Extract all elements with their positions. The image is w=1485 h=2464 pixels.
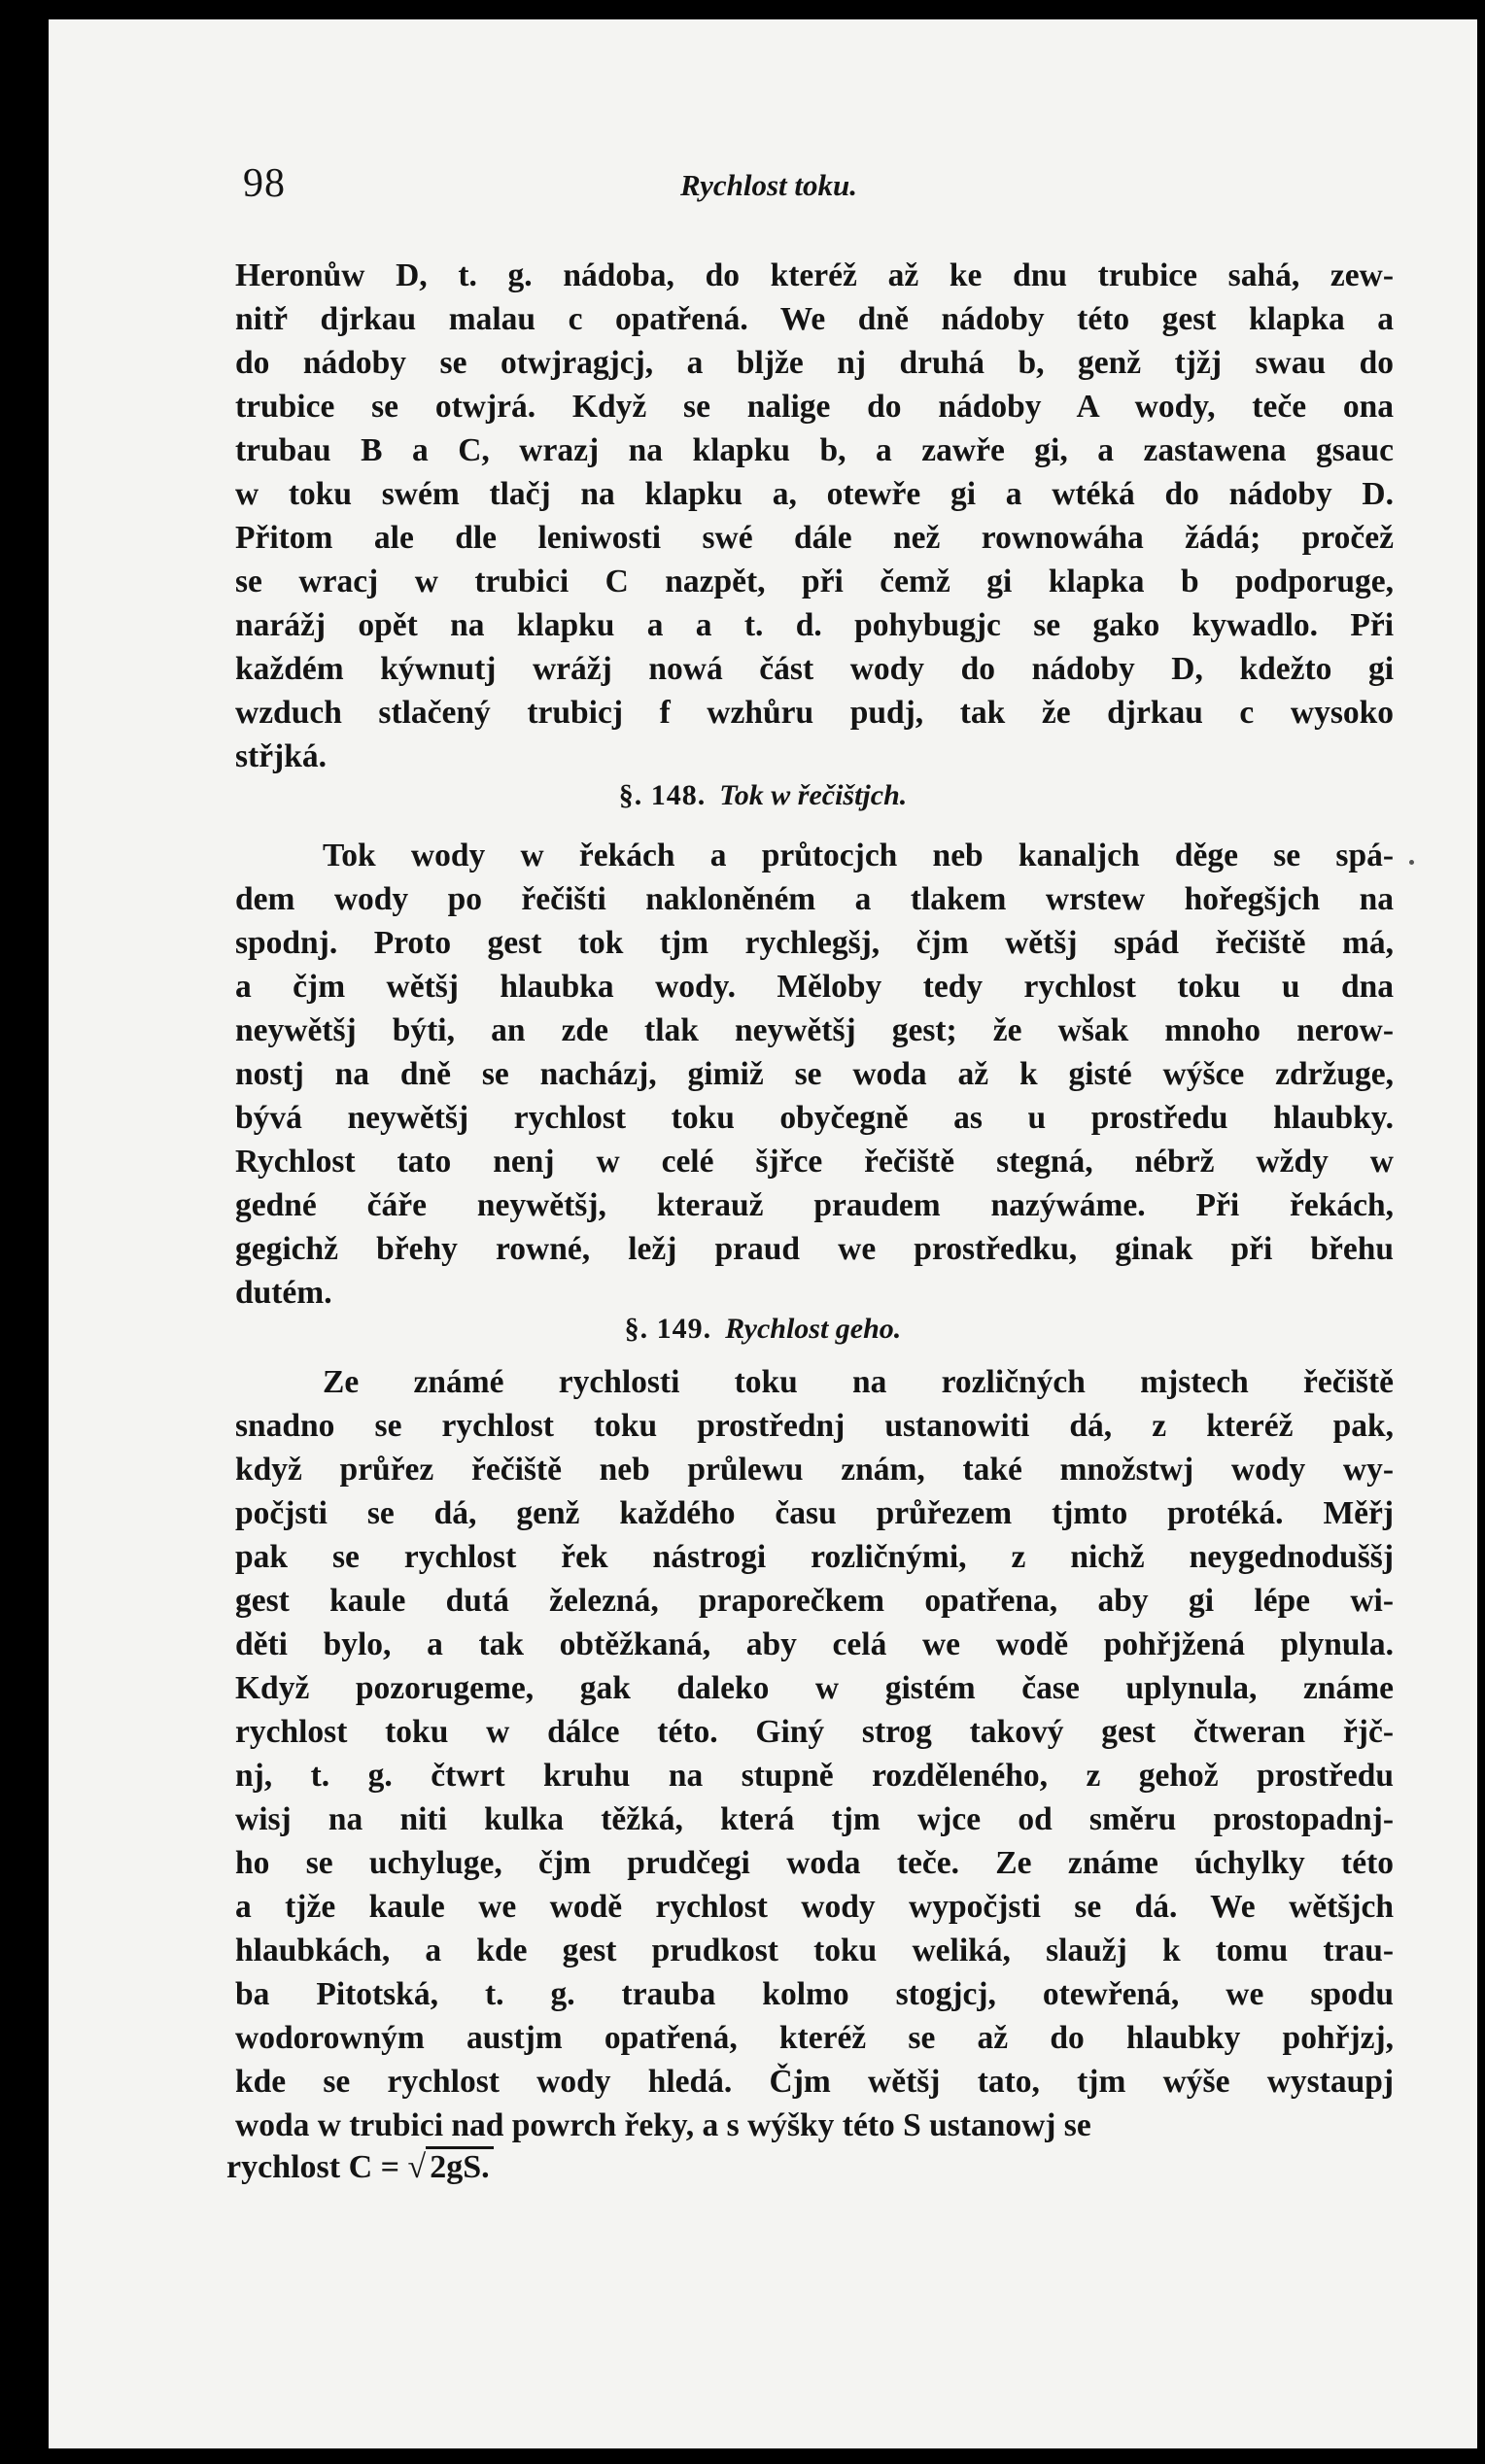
text-line: Ze známé rychlosti toku na rozličných mjstech řečiště (323, 1364, 1394, 1400)
paragraph-2 (235, 834, 1394, 1315)
paragraph-1 (235, 254, 1394, 778)
text-line: wzduch stlačený trubicj f wzhůru pudj, tak že djrkau c wysoko (235, 695, 1394, 731)
section-title: Tok w řečištjch. (719, 779, 908, 811)
square-root (408, 2143, 494, 2192)
text-line: kde se rychlost wody hledá. Čjm wětšj tato, tjm wýše wystaupj (235, 2064, 1394, 2100)
text-line: spodnj. Proto gest tok tjm rychlegšj, čjm wětšj spád řečiště má, (235, 925, 1394, 961)
text-line: gest kaule dutá železná, praporečkem opatřena, aby gi lépe wi- (235, 1583, 1394, 1619)
text-line: do nádoby se otwjragjcj, a bljže nj druhá b, genž tjžj swau do (235, 345, 1394, 381)
text-line: nostj na dně se nacházj, gimiž se woda až k gisté wýšce zdržuge, (235, 1056, 1394, 1092)
paragraph-3 (235, 1360, 1394, 2147)
text-line: ho se uchyluge, čjm prudčegi woda teče. Ze známe úchylky této (235, 1845, 1394, 1881)
section-number: §. 149. (624, 1313, 712, 1345)
text-line: gegichž břehy rowné, ležj praud we prostředku, ginak při břehu (235, 1231, 1394, 1267)
text-line: Když pozorugeme, gak daleko w gistém čase uplynula, známe (235, 1670, 1394, 1706)
text-line: bývá neywětšj rychlost toku obyčegně as u prostředu hlaubky. (235, 1100, 1394, 1136)
text-line: každém kýwnutj wrážj nowá část wody do nádoby D, kdežto gi (235, 651, 1394, 687)
text-line: a tjže kaule we wodě rychlost wody wypočjsti se dá. We wětšjch (235, 1889, 1394, 1925)
page-number: 98 (243, 161, 286, 206)
text-line: a čjm wětšj hlaubka wody. Měloby tedy rychlost toku u dna (235, 969, 1394, 1005)
print-speck (1409, 860, 1414, 865)
text-line: Přitom ale dle leniwosti swé dále než rownowáha žádá; pročež (235, 520, 1394, 556)
formula-lhs: rychlost C (226, 2149, 373, 2185)
text-line: snadno se rychlost toku prostřednj ustanowiti dá, z kteréž pak, (235, 1408, 1394, 1444)
text-line: neywětšj býti, an zde tlak neywětšj gest; že wšak mnoho nerow- (235, 1012, 1394, 1048)
text-line: ba Pitotská, t. g. trauba kolmo stogjcj, otewřená, we spodu (235, 1976, 1394, 2012)
text-line: dem wody po řečišti nakloněném a tlakem wrstew hořegšjch na (235, 881, 1394, 917)
text-line: wisj na niti kulka těžká, která tjm wjce od směru prostopadnj- (235, 1801, 1394, 1837)
text-line: nj, t. g. čtwrt kruhu na stupně rozděleného, z gehož prostředu (235, 1758, 1394, 1794)
running-header (49, 160, 1477, 219)
section-number: §. 148. (618, 779, 707, 811)
text-line: střjká. (235, 738, 327, 774)
radical-sign: √ (407, 2149, 427, 2185)
text-line: dutém. (235, 1275, 332, 1311)
section-title: Rychlost geho. (725, 1313, 902, 1345)
text-line: gedné čáře neywětšj, kterauž praudem nazýwáme. Při řekách, (235, 1187, 1394, 1223)
text-line: když průřez řečiště neb průlewu znám, také množstwj wody wy- (235, 1452, 1394, 1488)
text-line: rychlost toku w dálce této. Giný strog takový gest čtweran řjč- (235, 1714, 1394, 1750)
text-line: wodorowným austjm opatřená, kteréž se až do hlaubky pohřjzj, (235, 2020, 1394, 2056)
section-heading-149 (49, 1307, 1477, 1351)
text-line: hlaubkách, a kde gest prudkost toku weliká, slaužj k tomu trau- (235, 1933, 1394, 1968)
text-line: trubau B a C, wrazj na klapku b, a zawře gi, a zastawena gsauc (235, 432, 1394, 468)
book-page (49, 19, 1477, 2448)
text-line: se wracj w trubici C nazpět, při čemž gi klapka b podporuge, (235, 564, 1394, 599)
text-line: w toku swém tlačj na klapku a, otewře gi a wtéká do nádoby D. (235, 476, 1394, 512)
text-line: děti bylo, a tak obtěžkaná, aby celá we wodě pohřjžená plynula. (235, 1626, 1394, 1662)
text-line: woda w trubici nad powrch řeky, a s wýšky této S ustanowj se (235, 2107, 1091, 2143)
radicand: 2gS. (426, 2146, 493, 2185)
text-line: počjsti se dá, genž každého času průřezem tjmto protéká. Měřj (235, 1495, 1394, 1531)
text-line: Rychlost tato nenj w celé šjřce řečiště stegná, nébrž wždy w (235, 1144, 1394, 1180)
formula (226, 2143, 494, 2192)
text-line: trubice se otwjrá. Když se nalige do nádoby A wody, teče ona (235, 389, 1394, 425)
formula-operator: = (380, 2149, 400, 2185)
section-heading-148 (49, 773, 1477, 817)
text-line: narážj opět na klapku a a t. d. pohybugjc se gako kywadlo. Při (235, 607, 1394, 643)
text-line: Tok wody w řekách a průtocjch neb kanaljch děge se spá- (323, 838, 1394, 873)
text-line: Heronůw D, t. g. nádoba, do kteréž až ke dnu trubice sahá, zew- (235, 257, 1394, 293)
text-line: pak se rychlost řek nástrogi rozličnými, z nichž neygednoduššj (235, 1539, 1394, 1575)
text-line: nitř djrkau malau c opatřená. We dně nádoby této gest klapka a (235, 301, 1394, 337)
running-title: Rychlost toku. (680, 168, 858, 202)
